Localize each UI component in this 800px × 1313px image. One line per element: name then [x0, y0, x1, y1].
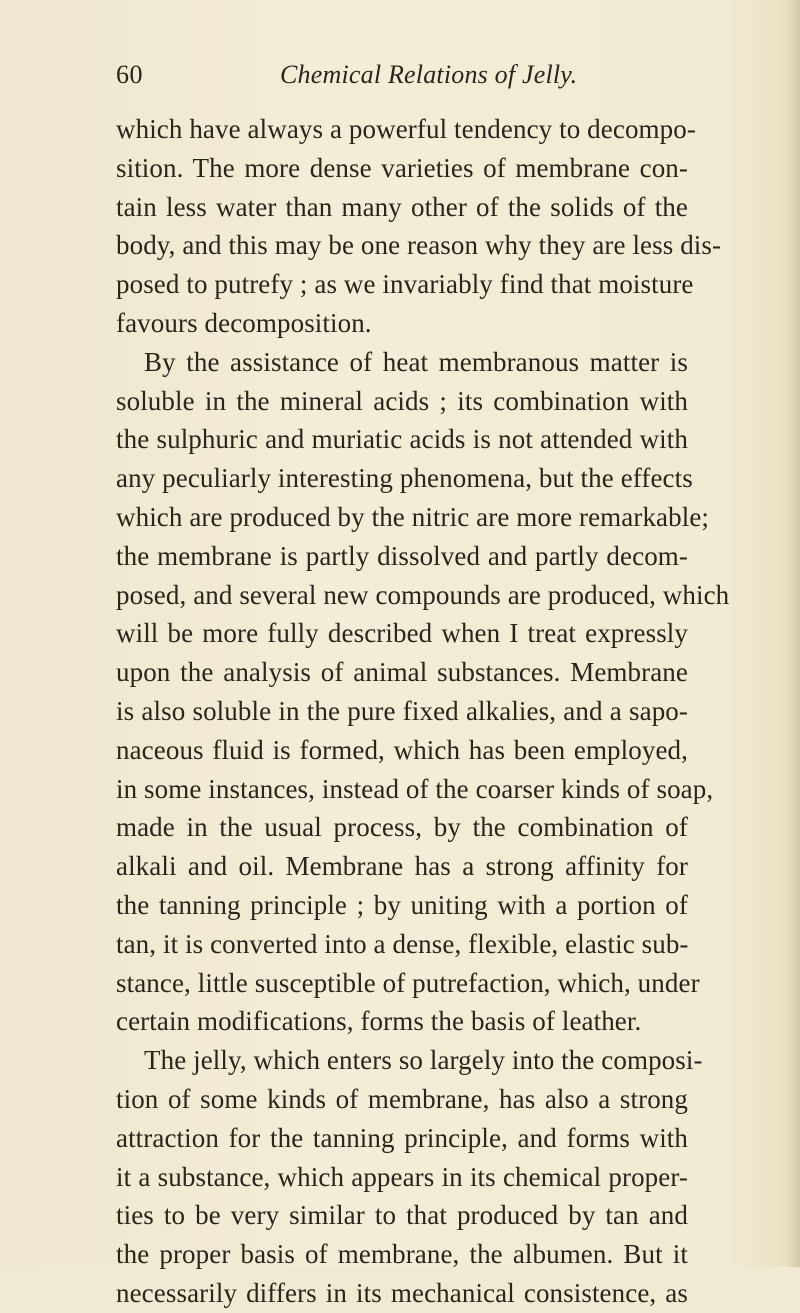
text-line: body, and this may be one reason why they are less dis-	[116, 230, 722, 261]
text-line: attraction for the tanning principle, and forms with	[116, 1122, 688, 1153]
text-line: which have always a powerful tendency to decompo-	[116, 114, 696, 144]
text-line: favours decomposition.	[116, 307, 372, 338]
text-line: naceous fluid is formed, which has been employed,	[116, 734, 688, 765]
text-line: is also soluble in the pure fixed alkalies, and a sapo-	[116, 695, 688, 726]
text-line: The jelly, which enters so largely into the composi-	[144, 1045, 703, 1076]
text-line: will be more fully described when I treat expressly	[116, 618, 688, 649]
text-line: soluble in the mineral acids ; its combination with	[116, 385, 688, 416]
text-line: alkali and oil. Membrane has a strong affinity for	[116, 851, 688, 882]
running-title: Chemical Relations of Jelly.	[280, 60, 578, 89]
text-line: certain modifications, forms the basis of leather.	[116, 1006, 642, 1037]
text-line: tan, it is converted into a dense, flexible, elastic sub-	[116, 928, 689, 959]
text-line: ties to be very similar to that produced by tan and	[116, 1200, 688, 1231]
page-edge-shadow	[786, 0, 800, 1267]
text-line: upon the analysis of animal substances. Membrane	[116, 657, 688, 688]
page-header	[116, 60, 696, 94]
text-line: sition. The more dense varieties of membrane con-	[116, 152, 688, 183]
text-line: the proper basis of membrane, the albumen. But it	[116, 1239, 688, 1270]
text-line: tion of some kinds of membrane, has also a strong	[116, 1083, 688, 1114]
text-line: in some instances, instead of the coarser kinds of soap,	[116, 773, 714, 804]
text-line: necessarily differs in its mechanical consistence, as	[116, 1277, 688, 1308]
text-line: posed to putrefy ; as we invariably find that moisture	[116, 269, 694, 300]
text-line: By the assistance of heat membranous matter is	[144, 346, 688, 377]
text-line: which are produced by the nitric are more remarkable;	[116, 501, 710, 532]
text-line: stance, little susceptible of putrefaction, which, under	[116, 967, 700, 998]
text-line: the membrane is partly dissolved and partly decom-	[116, 540, 688, 571]
text-line: the tanning principle ; by uniting with a portion of	[116, 889, 688, 920]
text-line: any peculiarly interesting phenomena, but the effects	[116, 463, 693, 494]
text-line: the sulphuric and muriatic acids is not attended with	[116, 424, 688, 455]
page-number: 60	[116, 60, 143, 89]
text-line: posed, and several new compounds are produced, which	[116, 579, 730, 610]
body-text	[116, 110, 730, 1313]
text-line: tain less water than many other of the solids of the	[116, 191, 688, 222]
text-line: made in the usual process, by the combination of	[116, 812, 688, 843]
text-line: it a substance, which appears in its chemical proper-	[116, 1161, 688, 1192]
